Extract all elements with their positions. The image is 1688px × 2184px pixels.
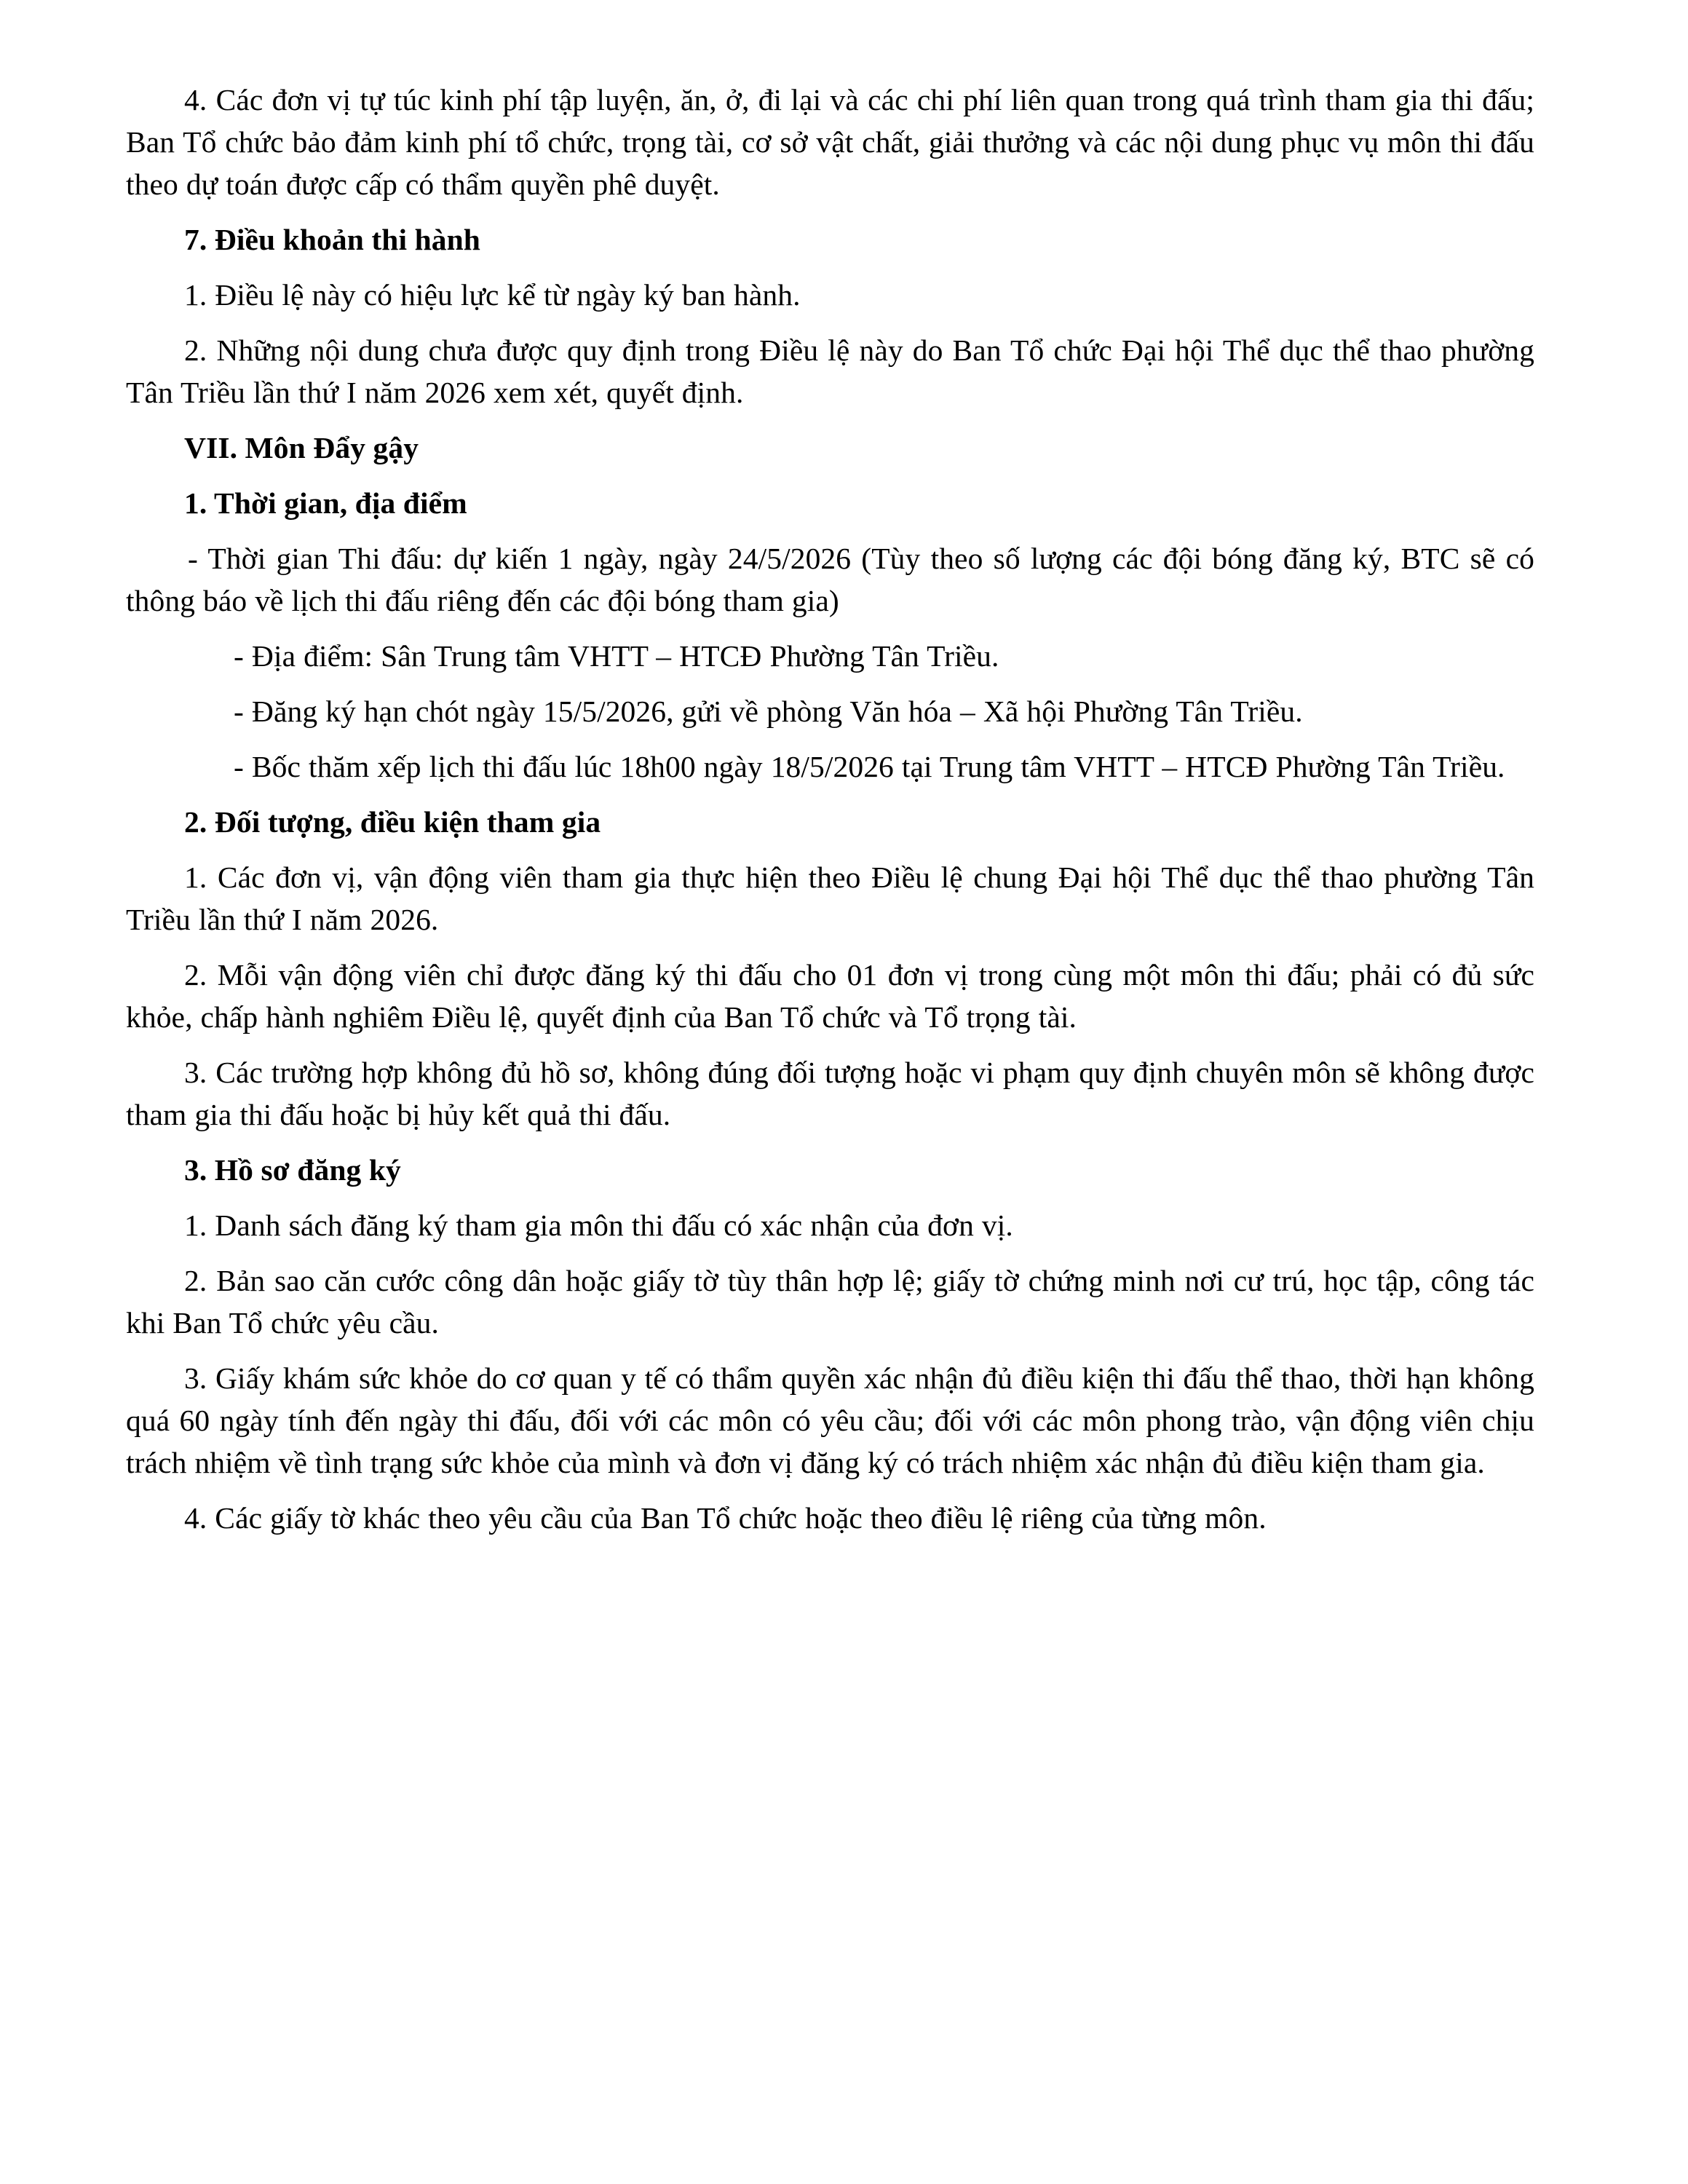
paragraph-eligibility-general-rules: 1. Các đơn vị, vận động viên tham gia thực hiện theo Điều lệ chung Đại hội Thể dục thể thao phường Tân Triều lần thứ I năm 2026. [126,860,1534,936]
paragraph-registration-id-copy: 2. Bản sao căn cước công dân hoặc giấy tờ tùy thân hợp lệ; giấy tờ chứng minh nơi cư trú, học tập, công tác khi Ban Tổ chức yêu cầu. [126,1264,1534,1340]
bullet-draw-schedule: - Bốc thăm xếp lịch thi đấu lúc 18h00 ngày 18/5/2026 tại Trung tâm VHTT – HTCĐ Phường Tân Triều. [234,750,1505,783]
document-body [126,79,1534,1539]
paragraph-registration-other-documents: 4. Các giấy tờ khác theo yêu cầu của Ban Tổ chức hoặc theo điều lệ riêng của từng môn. [184,1501,1267,1535]
paragraph-eligibility-one-unit: 2. Mỗi vận động viên chỉ được đăng ký thi đấu cho 01 đơn vị trong cùng một môn thi đấu; phải có đủ sức khỏe, chấp hành nghiêm Điều lệ, quyết định của Ban Tổ chức và Tổ trọng tài. [126,958,1534,1034]
paragraph-unspecified-matters: 2. Những nội dung chưa được quy định trong Điều lệ này do Ban Tổ chức Đại hội Thể dục thể thao phường Tân Triều lần thứ I năm 2026 xem xét, quyết định. [126,333,1534,409]
paragraph-registration-list: 1. Danh sách đăng ký tham gia môn thi đấu có xác nhận của đơn vị. [184,1208,1013,1242]
heading-time-and-venue: 1. Thời gian, địa điểm [184,486,467,520]
paragraph-eligibility-violations: 3. Các trường hợp không đủ hồ sơ, không đúng đối tượng hoặc vi phạm quy định chuyên môn sẽ không được tham gia thi đấu hoặc bị hủy kết quả thi đấu. [126,1056,1534,1131]
heading-section-vii-stick-pushing: VII. Môn Đẩy gậy [184,431,419,464]
bullet-registration-deadline: - Đăng ký hạn chót ngày 15/5/2026, gửi về phòng Văn hóa – Xã hội Phường Tân Triều. [234,695,1303,728]
heading-implementation-clauses: 7. Điều khoản thi hành [184,223,480,256]
heading-eligibility: 2. Đối tượng, điều kiện tham gia [184,805,601,839]
bullet-venue: - Địa điểm: Sân Trung tâm VHTT – HTCĐ Phường Tân Triều. [234,639,999,673]
paragraph-effective-date: 1. Điều lệ này có hiệu lực kể từ ngày ký ban hành. [184,278,801,312]
bullet-competition-time: - Thời gian Thi đấu: dự kiến 1 ngày, ngày 24/5/2026 (Tùy theo số lượng các đội bóng đăng ký, BTC sẽ có thông báo về lịch thi đấu riêng đến các đội bóng tham gia) [126,542,1534,617]
heading-registration-documents: 3. Hồ sơ đăng ký [184,1153,401,1187]
paragraph-registration-health-certificate: 3. Giấy khám sức khỏe do cơ quan y tế có thẩm quyền xác nhận đủ điều kiện thi đấu thể thao, thời hạn không quá 60 ngày tính đến ngày thi đấu, đối với các môn có yêu cầu; đối với các môn phong trào, vận động viên chịu trách nhiệm về tình trạng sức khỏe của mình và đơn vị đăng ký có trách nhiệm xác nhận đủ điều kiện tham gia. [126,1361,1534,1479]
paragraph-self-funding: 4. Các đơn vị tự túc kinh phí tập luyện, ăn, ở, đi lại và các chi phí liên quan trong quá trình tham gia thi đấu; Ban Tổ chức bảo đảm kinh phí tổ chức, trọng tài, cơ sở vật chất, giải thưởng và các nội dung phục vụ môn thi đấu theo dự toán được cấp có thẩm quyền phê duyệt. [126,83,1534,201]
